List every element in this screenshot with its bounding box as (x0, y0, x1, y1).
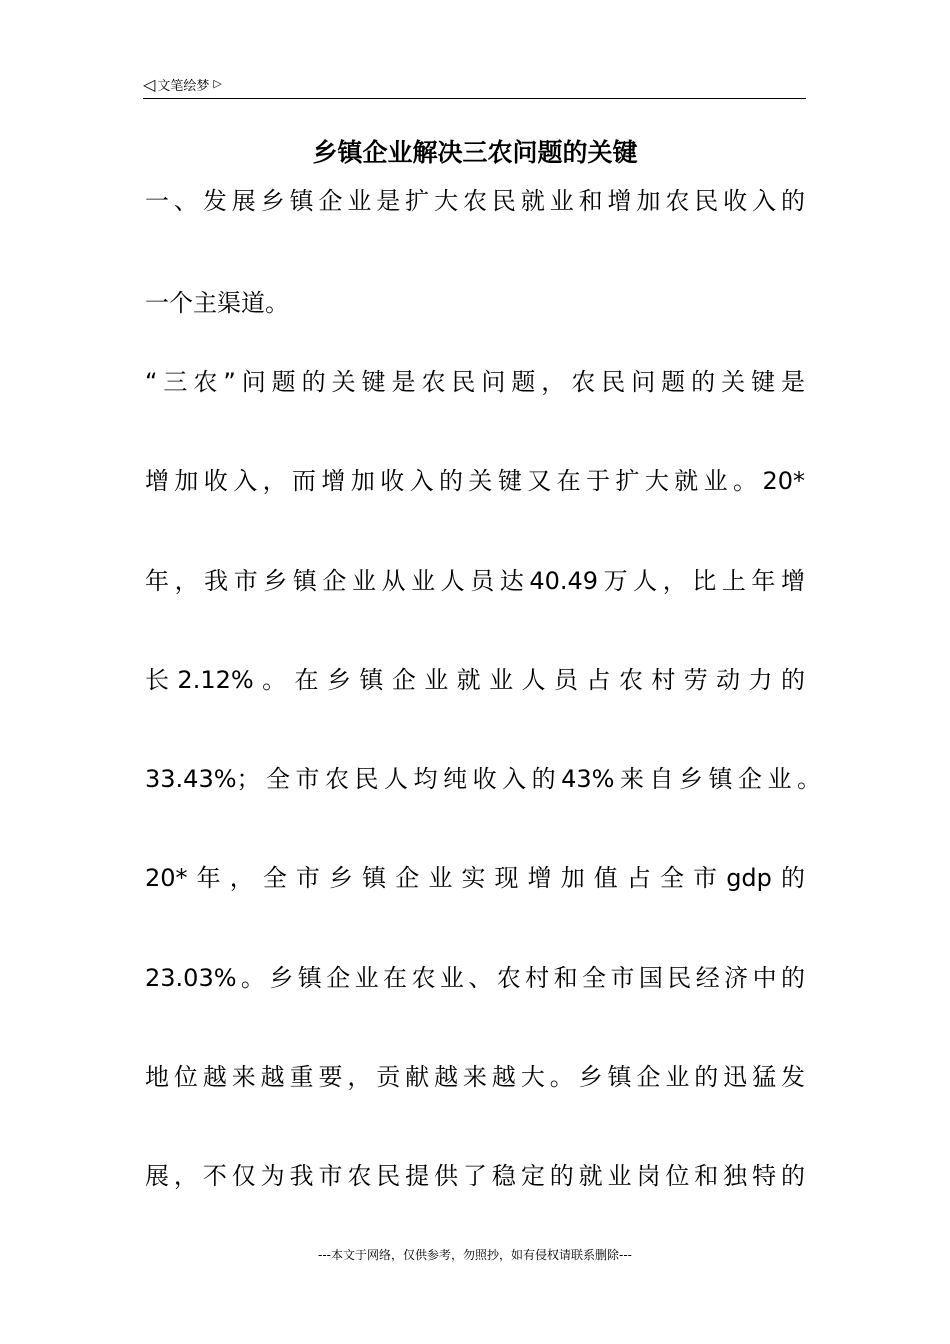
body-line: 增加收入，而增加收入的关键又在于扩大就业。20* (145, 467, 805, 495)
body-line: 23.03%。乡镇企业在农业、农村和全市国民经济中的 (145, 964, 805, 992)
triangle-right-icon: ▷ (213, 77, 222, 90)
triangle-left-icon: ◁ (143, 75, 156, 94)
body-line: 20*年，全市乡镇企业实现增加值占全市gdp的 (145, 864, 805, 892)
body-line: 地位越来越重要，贡献越来越大。乡镇企业的迅猛发 (145, 1063, 805, 1091)
body-line: 年，我市乡镇企业从业人员达40.49万人，比上年增 (145, 567, 805, 595)
section-heading-line-2: 一个主渠道。 (145, 289, 289, 317)
header-text: 文笔绘梦 (157, 79, 210, 94)
section-heading-line-1: 一、发展乡镇企业是扩大农民就业和增加农民收入的 (145, 187, 805, 215)
body-line: 展，不仅为我市农民提供了稳定的就业岗位和独特的 (145, 1162, 805, 1190)
body-line: “三农”问题的关键是农民问题，农民问题的关键是 (145, 368, 805, 396)
document-title: 乡镇企业解决三农问题的关键 (312, 138, 638, 167)
page-footer: ---本文于网络，仅供参考，勿照抄，如有侵权请联系删除--- (318, 1248, 632, 1262)
page-header (143, 72, 806, 99)
body-line: 33.43%；全市农民人均纯收入的43%来自乡镇企业。 (145, 765, 821, 793)
body-line: 长2.12%。在乡镇企业就业人员占农村劳动力的 (145, 666, 805, 694)
